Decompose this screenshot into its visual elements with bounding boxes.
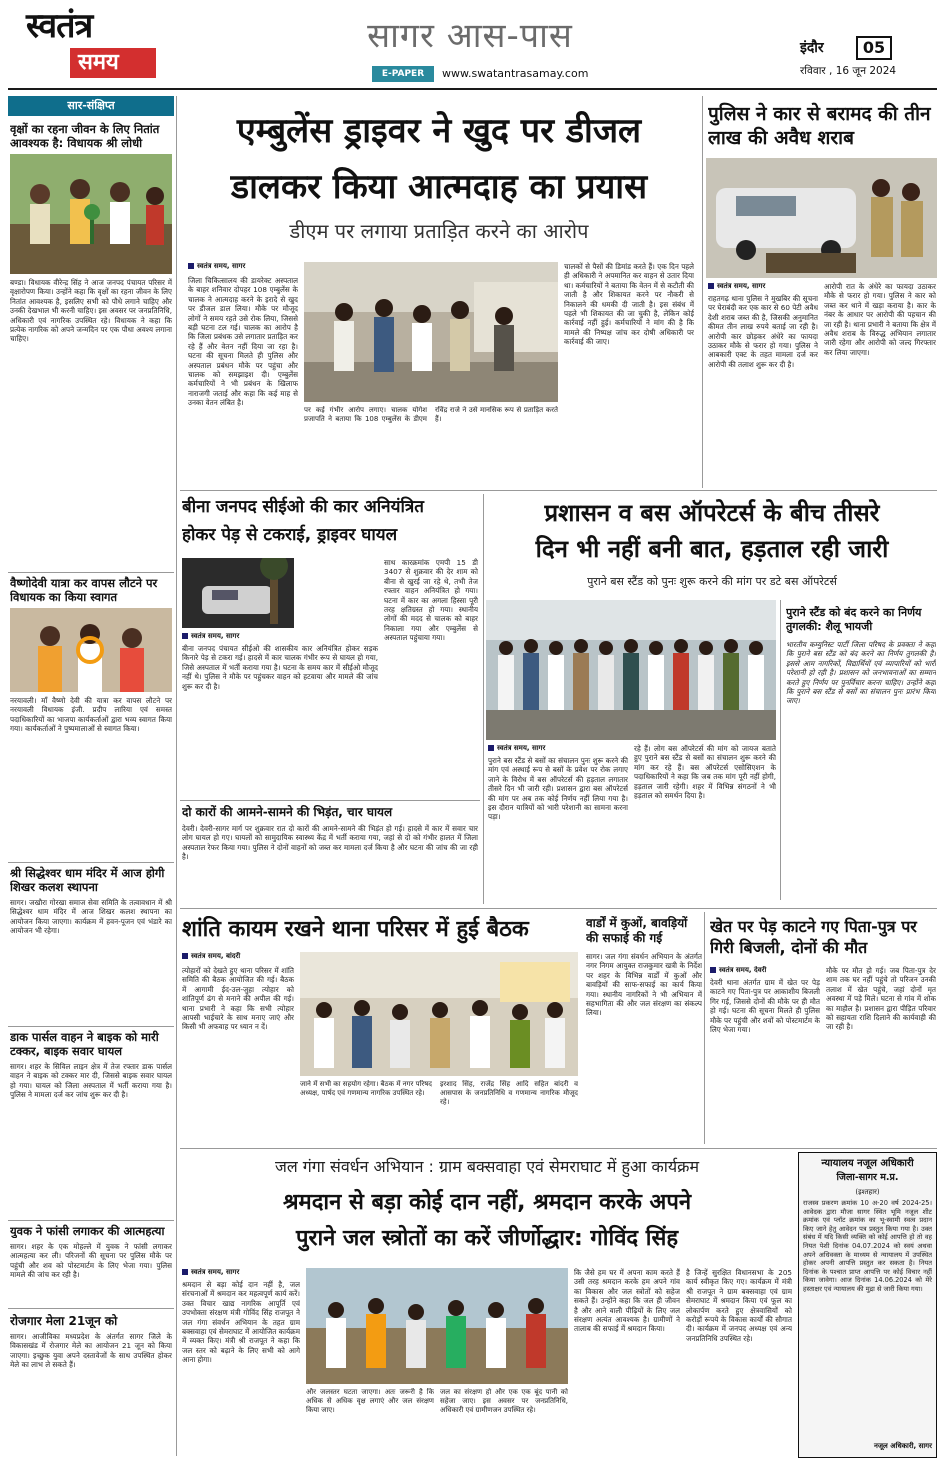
peace-photo [300,952,578,1076]
page-number: 05 [856,36,892,60]
police-byline [708,282,818,291]
wells-headline: वार्डों में कुओं, बावड़ियों की सफाई की गई [586,916,688,945]
sidebar-divider-5 [8,1308,174,1309]
sidebar-item-5-headline: रोजगार मेला 21जून को [10,1314,118,1328]
bus-side-vrule [780,600,781,900]
bus-side-body: भारतीय कम्युनिस्ट पार्टी जिला परिषद के प्रवक्ता ने कहा कि पुराने बस स्टैंड को बंद करने का निर्णय तुगलकी है। इससे आम नागरिकों, विद्यार्थियों एवं व्यापारियों को भारी परेशानी हो रही है। प्रशासन को जनभावनाओं का सम्मान करते हुए निर्णय पर पुनर्विचार करना चाहिए। उन्होंने कहा कि पुराने बस स्टैंड से बसों का संचालन पुनः प्रारंभ किया जाए। [786,640,936,706]
police-byline-text: स्वतंत्र समय, सागर [717,282,766,290]
water-caption-a: और जलस्तर घटता जाएगा। अतः जरूरी है कि अधिक से अधिक वृक्ष लगाएं और जल संरक्षण किया जाए। [306,1388,434,1414]
peace-body: त्योहारों को देखते हुए थाना परिसर में शांति समिति की बैठक आयोजित की गई। बैठक में आगामी ईद-उल-जुहा त्योहार को शांतिपूर्ण ढंग से मनाने की अपील की गई। थाना प्रभारी ने कहा कि सभी त्योहार आपसी भाईचारे के साथ मनाए जाएं और किसी भी अफवाह पर ध्यान न दें। [182,966,294,1032]
sidebar-item-2-body: सागर। जखौरा गोरखा समाज सेवा समिति के तत्वावधान में श्री सिद्धेश्वर धाम मंदिर में आज शिखर कलश स्थापना का आयोजन किया जाएगा। कार्यक्रम में हवन-पूजन एवं भंडारे का आयोजन भी रहेगा। [10,898,172,936]
sidebar-vrule [176,96,177,1456]
water-body: श्रमदान से बड़ा कोई दान नहीं है, जल संरचनाओं में श्रमदान कर महत्वपूर्ण कार्य करें। उक्त विचार खाद्य नागरिक आपूर्ति एवं उपभोक्ता संरक्षण मंत्री गोविंद सिंह राजपूत ने जल गंगा संवर्धन अभियान के तहत ग्राम बक्सवाहा एवं सेमराघाट में आयोजित कार्यक्रम में व्यक्त किए। मंत्री श्री राजपूत ने कहा कि जल स्तर को बढ़ाने के लिए सभी को आगे आना होगा। [182,1280,300,1365]
sidebar-item-1-headline: वैष्णोदेवी यात्रा कर वापस लौटने पर विधायक का किया स्वागत [10,576,158,604]
water-headline-line1: श्रमदान से बड़ा कोई दान नहीं, श्रमदान करके अपने [282,1190,692,1215]
court-label: (इश्तहार) [855,1188,880,1196]
sidebar-item-0-headline: वृक्षों का रहना जीवन के लिए नितांत आवश्यक है: विधायक श्री लोधी [10,122,160,150]
sidebar [8,96,174,1458]
lead-story [180,96,698,488]
bus-photo [486,600,776,740]
lead-headline-line2: डालकर किया आत्मदाह का प्रयास [230,167,648,207]
police-body: राहतगढ़ थाना पुलिस ने मुखबिर की सूचना पर घेराबंदी कर एक कार से 60 पेटी अवैध देशी शराब जब्त की है, जिसकी अनुमानित कीमत तीन लाख रुपये बताई जा रही है। आरोपी कार छोड़कर अंधेरे का फायदा उठाकर मौके से फरार हो गया। पुलिस ने आबकारी एक्ट के तहत मामला दर्ज कर आरोपी की तलाश शुरू कर दी है। [708,294,818,369]
peace-story [180,912,580,1144]
wells-story [584,912,702,1144]
water-story [180,1152,794,1458]
bus-body: पुराने बस स्टैंड से बसों का संचालन पुनः शुरू करने की मांग एवं अस्थाई रूप से बसों के प्रवेश पर रोक लगाए जाने के विरोध में बस ऑपरेटर्स की हड़ताल लगातार तीसरे दिन भी जारी रही। प्रशासन द्वारा बस ऑपरेटर्स की मांग पर अब तक कोई निर्णय नहीं लिया गया है। इस दौरान यात्रियों को भारी परेशानी का सामना करना पड़ा। [488,756,628,822]
bus-headline-line1: प्रशासन व बस ऑपरेटर्स के बीच तीसरे [544,499,880,527]
edition-date: रविवार , 16 जून 2024 [800,65,897,77]
row2-rule [180,908,937,909]
lead-col3: चालकों से पैसों की डिमांड करते हैं। एक दिन पहले ही अधिकारी ने अपमानित कर वाहन से उतार दिया था। कर्मचारियों ने बताया कि वेतन में से कटौती की जाती है और शिकायत करने पर नौकरी से निकालने की धमकी दी जाती है। इस संबंध में पहले भी शिकायत की जा चुकी है, लेकिन कोई कार्रवाई नहीं हुई। कर्मचारियों ने मांग की है कि मामले की निष्पक्ष जांच कर दोषी अधिकारी पर कार्रवाई की जाए। [564,262,694,347]
logo [26,6,158,82]
sidebar-divider-2 [8,862,174,863]
police-headline: पुलिस ने कार से बरामद की तीन लाख की अवैध शराब [708,103,931,149]
peace-caption: जाने में सभी का सहयोग रहेगा। बैठक में नगर परिषद अध्यक्ष, पार्षद एवं गणमान्य नागरिक उपस्थित रहे। [300,1080,432,1097]
bina-headline-line1: बीना जनपद सीईओ की कार अनियंत्रित [182,497,424,517]
water-headline-line2: पुराने जल स्त्रोतों का करें जीर्णोद्धार: गोविंद सिंह [295,1226,679,1251]
wells-body: सागर। जल गंगा संवर्धन अभियान के अंतर्गत नगर निगम आयुक्त राजकुमार खत्री के निर्देश पर शहर के विभिन्न वार्डों में कुओं और बावड़ियों की साफ-सफाई का कार्य किया गया। स्थानीय नागरिकों ने भी अभियान में सहभागिता की और जल संरक्षण का संकल्प लिया। [586,952,702,1018]
police-photo [706,158,937,278]
water-col3: कि जैसे हम घर में अपना काम करते हैं उसी तरह श्रमदान करके हम अपने गांव का विकास और जल स्त्रोतों को सहेज सकते हैं। उन्होंने कहा कि जल ही जीवन है और आने वाली पीढ़ियों के लिए जल संरक्षण अत्यंत आवश्यक है। ग्रामीणों ने तालाब की सफाई में श्रमदान किया। [574,1268,680,1334]
lead-vrule [702,96,703,488]
sidebar-item-3-body: सागर। शहर के सिविल लाइन क्षेत्र में तेज रफ्तार डाक पार्सल वाहन ने बाइक को टक्कर मार दी, जिससे बाइक सवार घायल हो गया। घायल को जिला अस्पताल में भर्ती कराया गया है। पुलिस ने मामला दर्ज कर जांच शुरू कर दी है। [10,1062,172,1100]
edition-box [780,36,930,82]
water-col4: है जिन्हें सुरक्षित विधानसभा के 205 कार्य स्वीकृत किए गए। कार्यक्रम में मंत्री श्री राजपूत ने ग्राम बक्सवाहा एवं ग्राम सेमराघाट में श्रमदान किया एवं फूल का लोकार्पण करते हुए क्षेत्रवासियों को करोड़ों रूपये के विकास कार्यों की सौगात दी। कार्यक्रम में जनपद अध्यक्ष एवं अन्य जनप्रतिनिधि उपस्थित रहे। [686,1268,792,1343]
lightning-byline [710,966,820,975]
lightning-body: देवरी थाना अंतर्गत ग्राम में खेत पर पेड़ काटने गए पिता-पुत्र पर आकाशीय बिजली गिर गई, जिससे दोनों की मौके पर ही मौत हो गई। घटना की सूचना मिलते ही पुलिस मौके पर पहुंची और शवों को पोस्टमार्टम के लिए भेजा गया। [710,978,820,1035]
water-byline [182,1268,302,1277]
bus-story [486,494,937,904]
section-title: सागर आस-पास [367,16,573,56]
peace-headline: शांति कायम रखने थाना परिसर में हुई बैठक [182,917,529,942]
bina-byline [182,632,294,641]
sidebar-item-2-headline: श्री सिद्धेश्वर धाम मंदिर में आज होगी शिखर कलश स्थापना [10,866,165,894]
sidebar-item-5-body: सागर। आजीविका मध्यप्रदेश के अंतर्गत सागर जिले के विकासखंड में रोजगार मेले का आयोजन 21 जून को किया जाएगा। इच्छुक युवा अपने दस्तावेजों के साथ उपस्थित होकर मेले का लाभ ले सकते हैं। [10,1332,172,1370]
two-cars-headline: दो कारों की आमने-सामने की भिड़ंत, चार घायल [182,805,393,819]
sidebar-banner-text: सार-संक्षिप्त [67,99,115,112]
bus-headline-line2: दिन भी नहीं बनी बात, हड़ताल रही जारी [535,535,889,563]
bina-headline-line2: होकर पेड़ से टकराई, ड्राइवर घायल [182,525,398,545]
lead-subheadline: डीएम पर लगाया प्रताड़ित करने का आरोप [289,219,589,243]
bina-byline-text: स्वतंत्र समय, सागर [191,632,240,640]
two-cars-body: देवरी। देवरी-सागर मार्ग पर शुक्रवार रात दो कारों की आमने-सामने की भिड़ंत हो गई। हादसे में कार में सवार चार लोग घायल हो गए। घायलों को सामुदायिक स्वास्थ्य केंद्र में भर्ती कराया गया, जहां से दो को गंभीर हालत में जिला अस्पताल रेफर किया गया। पुलिस ने दोनों वाहनों को जब्त कर मामला दर्ज किया है और घटना की जांच की जा रही है। [182,824,478,862]
two-cars-story [180,804,480,904]
lead-photo [304,262,558,402]
peace-col3: इरशाद सिंह, राजेंद्र सिंह आदि सहित बांदरी व आसपास के जनप्रतिनिधि व गणमान्य नागरिक मौजूद रहे। [440,1080,578,1106]
bus-col2: रहे हैं। लोग बस ऑपरेटर्स की मांग को जायज बताते हुए पुराने बस स्टैंड से बसों का संचालन शुरू करने की मांग कर रहे हैं। बस ऑपरेटर्स एसोसिएशन के पदाधिकारियों ने कहा कि जब तक मांग पूरी नहीं होगी, हड़ताल जारी रहेगी। शहर में विभिन्न संगठनों ने भी हड़ताल को समर्थन दिया है। [634,744,776,801]
bina-vrule [483,494,484,904]
lead-body: जिला चिकित्सालय की डायरेक्ट अस्पताल के बाहर शनिवार दोपहर 108 एम्बुलेंस के चालक ने आत्मदाह करने के इरादे से खुद पर डीजल डाल लिया। मौके पर मौजूद लोगों ने समय रहते उसे रोक लिया, जिससे बड़ी घटना टल गई। चालक का आरोप है कि जिला प्रबंधक उसे लगातार प्रताड़ित कर रहे हैं और वेतन नहीं दिया जा रहा है। घटना की सूचना मिलते ही पुलिस और अस्पताल प्रबंधन मौके पर पहुंचा और चालक को समझाइश दी। एम्बुलेंस कर्मचारियों ने भी प्रबंधन के खिलाफ नाराजगी जताई और कहा कि कई माह से उनका वेतन लंबित है। [188,276,298,408]
peace-byline-text: स्वतंत्र समय, बांदरी [191,952,241,960]
row3-rule [180,1148,937,1149]
row1-rule [180,490,937,491]
sidebar-banner [8,96,174,116]
sidebar-item-0-body: बण्डा। विधायक वीरेन्द्र सिंह ने आज जनपद पंचायत परिसर में वृक्षारोपण किया। उन्होंने कहा कि वृक्षों का रहना जीवन के लिए नितांत आवश्यक है, इसलिए सभी को पौधे लगाने चाहिए और उनकी देखभाल भी करनी चाहिए। इस अवसर पर जनप्रतिनिधि, अधिकारी एवं नागरिक उपस्थित रहे। विधायक ने कहा कि प्रत्येक नागरिक को अपने जन्मदिन पर एक पौधा अवश्य लगाना चाहिए। [10,278,172,344]
lead-headline-line1: एम्बुलेंस ड्राइवर ने खुद पर डीजल [236,111,642,151]
police-col2: आरोपी रात के अंधेरे का फायदा उठाकर मौके से फरार हो गया। पुलिस ने कार को जब्त कर थाने में खड़ा कराया है। कार के नंबर के आधार पर आरोपी की पहचान की जा रही है। थाना प्रभारी ने बताया कि क्षेत्र में अवैध शराब के विरुद्ध अभियान लगातार जारी रहेगा और आरोपी को जल्द गिरफ्तार कर लिया जाएगा। [824,282,936,357]
peace-byline [182,952,302,961]
epaper-bar [372,66,622,82]
edition-city: इंदौर [800,40,824,56]
masthead-rule [8,88,937,90]
sidebar-item-1-body: नरयावली। माँ वैष्णो देवी की यात्रा कर वापस लौटने पर नरयावली विधायक इंजी. प्रदीप लारिया एवं समस्त पदाधिकारियों का भाजपा कार्यकर्ताओं द्वारा भव्य स्वागत किया गया। कार्यकर्ताओं ने पुष्पमालाओं से स्वागत किया। [10,696,172,734]
bina-col2: साथ कारक्रमांक एमपी 15 डी 3407 से शुक्रवार की देर शाम को बीना से खुरई जा रहे थे, तभी तेज रफ्तार वाहन अनियंत्रित हो गया। घटना में कार का अगला हिस्सा पूरी तरह क्षतिग्रस्त हो गया। स्थानीय लोगों की मदद से चालक को बाहर निकाला गया और एम्बुलेंस से अस्पताल पहुंचाया गया। [384,558,478,643]
epaper-label: E-PAPER [372,66,434,82]
bus-byline-text: स्वतंत्र समय, सागर [497,744,546,752]
bus-side-headline: पुराने स्टैंड को बंद करने का निर्णय तुगलकी: शैलू भायजी [786,606,922,633]
sidebar-divider-4 [8,1220,174,1221]
water-photo [306,1268,568,1384]
bina-story [180,494,480,810]
bus-subheadline: पुराने बस स्टैंड को पुनः शुरू करने की मांग पर डटे बस ऑपरेटर्स [587,575,837,588]
sidebar-divider-3 [8,1026,174,1027]
lightning-byline-text: स्वतंत्र समय, देवरी [719,966,767,974]
sidebar-divider-1 [8,572,174,573]
sidebar-item-3-headline: डाक पार्सल वाहन ने बाइक को मारी टक्कर, बाइक सवार घायल [10,1030,159,1058]
sidebar-item-4-body: सागर। शहर के एक मोहल्ले में युवक ने फांसी लगाकर आत्महत्या कर ली। परिजनों की सूचना पर पुलिस मौके पर पहुंची और शव को पोस्टमार्टम के लिए भेजा गया। पुलिस मामले की जांच कर रही है। [10,1242,172,1280]
court-notice [798,1152,937,1458]
lightning-headline: खेत पर पेड़ काटने गए पिता-पुत्र पर गिरी बिजली, दोनों की मौत [710,917,917,957]
court-title-line1: न्यायालय नजूल अधिकारी [821,1158,914,1169]
lead-byline-text: स्वतंत्र समय, सागर [197,262,246,270]
water-byline-text: स्वतंत्र समय, सागर [191,1268,240,1276]
water-caption-b: जल का संरक्षण हो और एक एक बूंद पानी को सहेजा जाए। इस अवसर पर जनप्रतिनिधि, अधिकारी एवं ग्रामीणजन उपस्थित रहे। [440,1388,568,1414]
lightning-col2: मौके पर मौत हो गई। जब पिता-पुत्र देर शाम तक घर नहीं पहुंचे तो परिजन उनकी तलाश में खेत पहुंचे, जहां दोनों मृत अवस्था में पड़े मिले। घटना से गांव में शोक का माहौल है। प्रशासन द्वारा पीड़ित परिवार को सहायता राशि दिलाने की कार्यवाही की जा रही है। [826,966,936,1032]
lead-photo-caption: पर कई गंभीर आरोप लगाए। चालक योगेश प्रजापति ने बताया कि 108 एम्बुलेंस के डीएम रविंद्र राजे ने उसे मानसिक रूप से प्रताड़ित करते हैं। [304,406,558,423]
masthead [0,0,945,90]
website-link[interactable]: www.swatantrasamay.com [442,67,589,80]
court-signature: नजूल अधिकारी, सागर [873,1442,932,1450]
two-cars-rule [180,800,480,801]
court-title-line2: जिला-सागर म.प्र. [836,1172,899,1183]
water-kicker: जल गंगा संवर्धन अभियान : ग्राम बक्सवाहा एवं सेमराघाट में हुआ कार्यक्रम [274,1157,700,1176]
lead-byline [188,262,308,271]
bus-byline [488,744,628,753]
lightning-story [708,912,937,1144]
logo-line2: समय [78,50,119,75]
bina-body: बीना जनपद पंचायत सीईओ की शासकीय कार अनियंत्रित होकर सड़क किनारे पेड़ से टकरा गई। हादसे में कार चालक गंभीर रूप से घायल हो गया, जिसे अस्पताल में भर्ती कराया गया है। घटना के समय कार में सीईओ मौजूद नहीं थे। पुलिस ने मौके पर पहुंचकर वाहन को हटवाया और मामले की जांच शुरू कर दी है। [182,644,378,691]
police-story [706,96,937,488]
bina-photo [182,558,294,628]
logo-line1: स्वतंत्र [26,6,93,46]
sidebar-photo-planting [10,154,172,274]
wells-vrule [704,912,705,1144]
court-body: राजस्व प्रकरण क्रमांक 10 अ-20 वर्ष 2024-25। आवेदक द्वारा मौजा सागर स्थित भूमि नजूल शीट क्रमांक एवं प्लॉट क्रमांक का भू-स्वामी स्वत्व प्रदान किए जाने हेतु आवेदन पत्र प्रस्तुत किया गया है। उक्त संबंध में यदि किसी व्यक्ति को कोई आपत्ति हो तो वह नियत पेशी दिनांक 04.07.2024 को स्वयं अथवा अपने अधिवक्ता के माध्यम से न्यायालय में उपस्थित होकर अपनी आपत्ति प्रस्तुत कर सकता है। नियत दिनांक के पश्चात प्राप्त आपत्ति पर कोई विचार नहीं किया जावेगा। आज दिनांक 14.06.2024 को मेरे हस्ताक्षर एवं न्यायालय की मुद्रा से जारी किया गया। [803,1199,932,1293]
sidebar-item-4-headline: युवक ने फांसी लगाकर की आत्महत्या [10,1224,165,1238]
sidebar-photo-welcome [10,608,172,692]
